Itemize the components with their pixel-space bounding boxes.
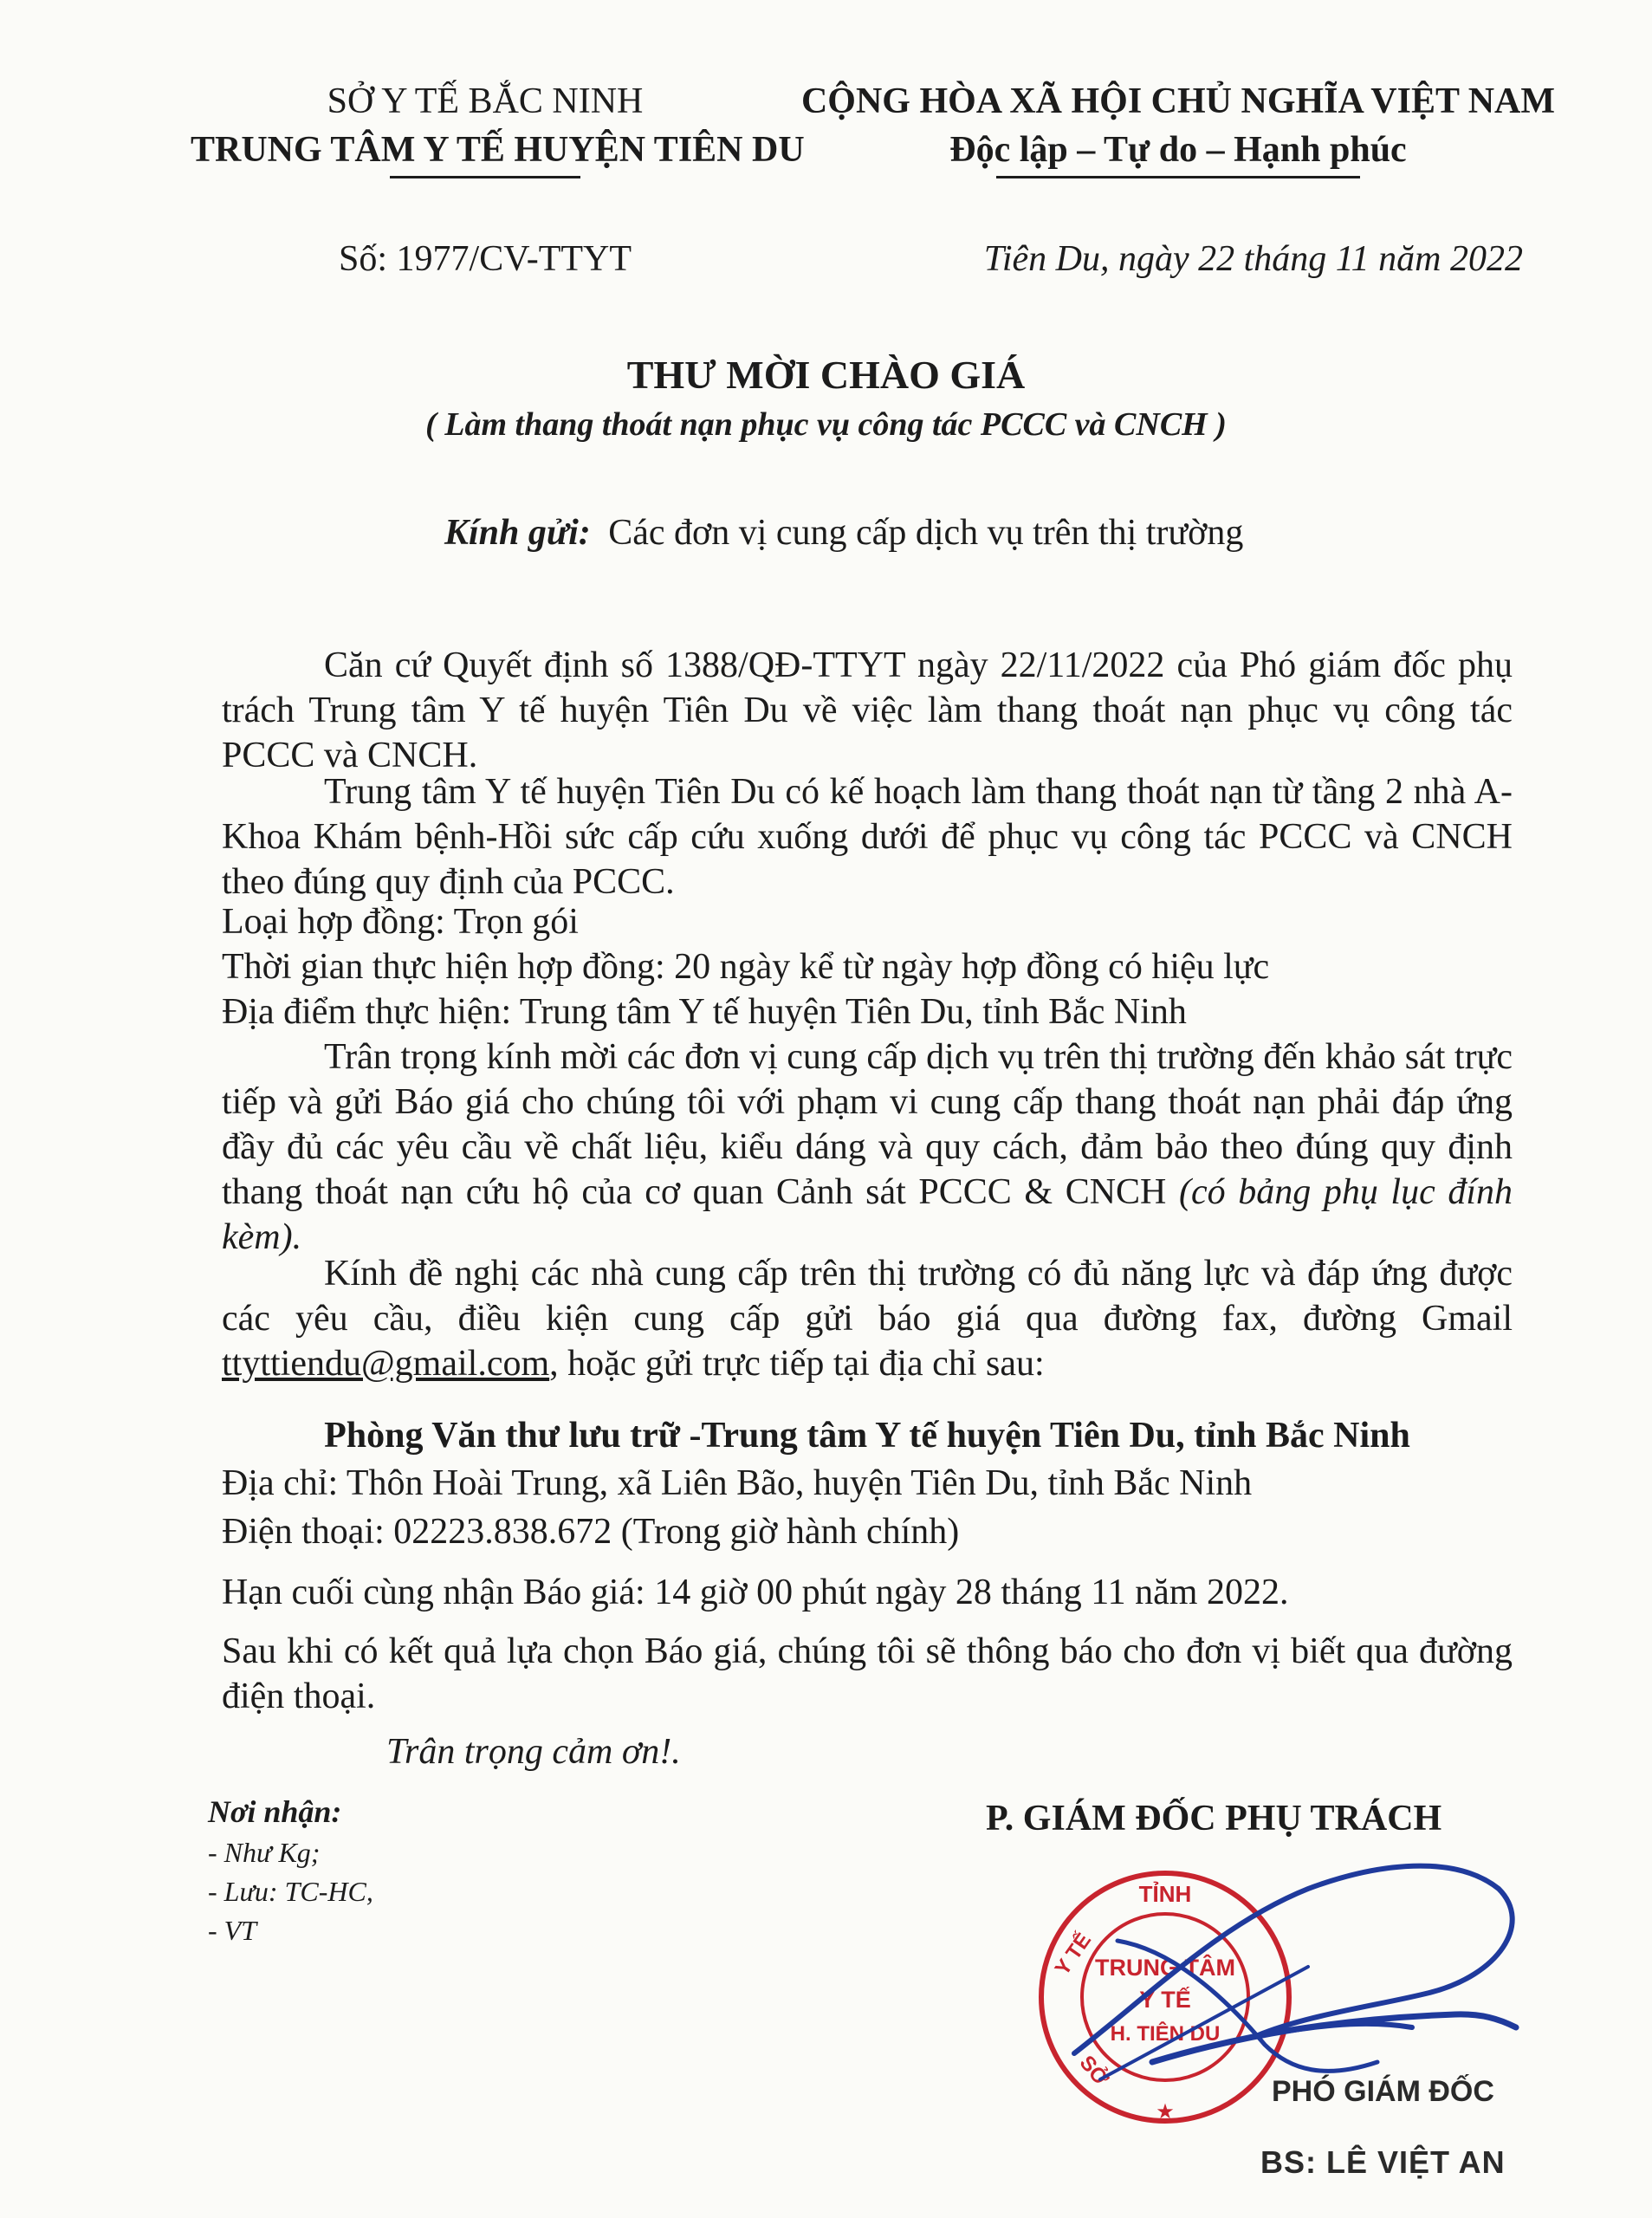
stamp-ring-bottom-text: SỞ bbox=[1074, 2051, 1113, 2091]
place-date: Tiên Du, ngày 22 tháng 11 năm 2022 bbox=[983, 238, 1523, 279]
office-name: Phòng Văn thư lưu trữ -Trung tâm Y tế huyện Tiên Du, tỉnh Bắc Ninh bbox=[324, 1416, 1410, 1456]
recipient-item: - Lưu: TC-HC, bbox=[208, 1876, 373, 1907]
stamp-top-text: TỈNH bbox=[1138, 1881, 1192, 1907]
stamp-star-icon: ★ bbox=[1156, 2101, 1175, 2124]
country-name: CỘNG HÒA XÃ HỘI CHỦ NGHĨA VIỆT NAM bbox=[800, 81, 1556, 121]
title-block bbox=[0, 351, 1652, 445]
stamp-ring-left-text: Y TẾ bbox=[1050, 1929, 1097, 1981]
paragraph-request bbox=[222, 1251, 1513, 1386]
office-phone: Điện thoại: 02223.838.672 (Trong giờ hành chính) bbox=[222, 1512, 960, 1552]
contract-type: Loại hợp đồng: Trọn gói bbox=[222, 902, 579, 942]
greeting bbox=[444, 511, 1243, 554]
stamp-line-1: TRUNG TÂM bbox=[1095, 1955, 1235, 1981]
email-link[interactable]: ttyttiendu@gmail.com bbox=[222, 1344, 550, 1384]
motto: Độc lập – Tự do – Hạnh phúc bbox=[949, 130, 1407, 171]
stamp-line-3: H. TIÊN DU bbox=[1110, 2022, 1221, 2046]
motto-underline bbox=[996, 176, 1360, 178]
document-number: Số: 1977/CV-TTYT bbox=[339, 238, 632, 279]
greeting-recipient: Các đơn vị cung cấp dịch vụ trên thị trường bbox=[608, 513, 1244, 553]
signer-name: BS: LÊ VIỆT AN bbox=[1260, 2144, 1506, 2180]
recipient-item: - Như Kg; bbox=[208, 1837, 321, 1868]
appendix-note: (có bảng phụ lục đính kèm). bbox=[222, 1172, 1513, 1257]
stamp-line-2: Y TẾ bbox=[1139, 1987, 1191, 2013]
request-text: Kính đề nghị các nhà cung cấp trên thị trường có đủ năng lực và đáp ứng được các yêu cầu, điều kiện cung cấp gửi báo giá qua đường fax, đường Gmail bbox=[222, 1254, 1513, 1339]
header-right bbox=[797, 80, 1559, 281]
work-location: Địa điểm thực hiện: Trung tâm Y tế huyện Tiên Du, tỉnh Bắc Ninh bbox=[222, 992, 1187, 1032]
ministry-name: SỞ Y TẾ BẮC NINH bbox=[327, 81, 644, 121]
paragraph-plan: Trung tâm Y tế huyện Tiên Du có kế hoạch làm thang thoát nạn từ tầng 2 nhà A-Khoa Khám bệnh-Hồi sức cấp cứu xuống dưới để phục vụ công tác PCCC và CNCH theo đúng quy định của PCCC. bbox=[222, 772, 1513, 902]
greeting-label: Kính gửi: bbox=[444, 513, 591, 553]
signature-title: P. GIÁM ĐỐC PHỤ TRÁCH bbox=[986, 1799, 1442, 1839]
recipient-item: - VT bbox=[208, 1915, 256, 1946]
contract-duration: Thời gian thực hiện hợp đồng: 20 ngày kể từ ngày hợp đồng có hiệu lực bbox=[222, 947, 1270, 987]
document-title: THƯ MỜI CHÀO GIÁ bbox=[626, 353, 1026, 397]
recipients-heading: Nơi nhận: bbox=[208, 1794, 342, 1829]
paragraph-basis: Căn cứ Quyết định số 1388/QĐ-TTYT ngày 22/11/2022 của Phó giám đốc phụ trách Trung tâm Y tế huyện Tiên Du về việc làm thang thoát nạn phục vụ công tác PCCC và CNCH. bbox=[222, 645, 1513, 775]
office-address: Địa chỉ: Thôn Hoài Trung, xã Liên Bão, huyện Tiên Du, tỉnh Bắc Ninh bbox=[222, 1463, 1253, 1503]
invitation-text: Trân trọng kính mời các đơn vị cung cấp dịch vụ trên thị trường đến khảo sát trực tiếp và gửi Báo giá cho chúng tôi với phạm vi cung cấp thang thoát nạn phải đáp ứng đầy đủ các yêu cầu về chất liệu, kiểu dáng và quy cách, đảm bảo theo đúng quy định thang thoát nạn cứu hộ của cơ quan Cảnh sát PCCC & CNCH bbox=[222, 1037, 1513, 1212]
thanks-line: Trân trọng cảm ơn!. bbox=[386, 1732, 681, 1772]
document-subtitle: ( Làm thang thoát nạn phục vụ công tác PCCC và CNCH ) bbox=[425, 406, 1227, 444]
paragraph-invitation bbox=[222, 1034, 1513, 1260]
handwritten-signature bbox=[1048, 1819, 1533, 2097]
quote-deadline: Hạn cuối cùng nhận Báo giá: 14 giờ 00 phút ngày 28 tháng 11 năm 2022. bbox=[222, 1573, 1289, 1612]
request-tail: , hoặc gửi trực tiếp tại địa chỉ sau: bbox=[549, 1344, 1045, 1384]
header-left-underline bbox=[390, 176, 580, 178]
unit-name: TRUNG TÂM Y TẾ HUYỆN TIÊN DU bbox=[191, 130, 805, 171]
recipients-block bbox=[208, 1793, 373, 1947]
signer-role: PHÓ GIÁM ĐỐC bbox=[1272, 2075, 1494, 2108]
paragraph-result: Sau khi có kết quả lựa chọn Báo giá, chúng tôi sẽ thông báo cho đơn vị biết qua đường điện thoại. bbox=[222, 1631, 1513, 1716]
header-left bbox=[191, 80, 805, 281]
